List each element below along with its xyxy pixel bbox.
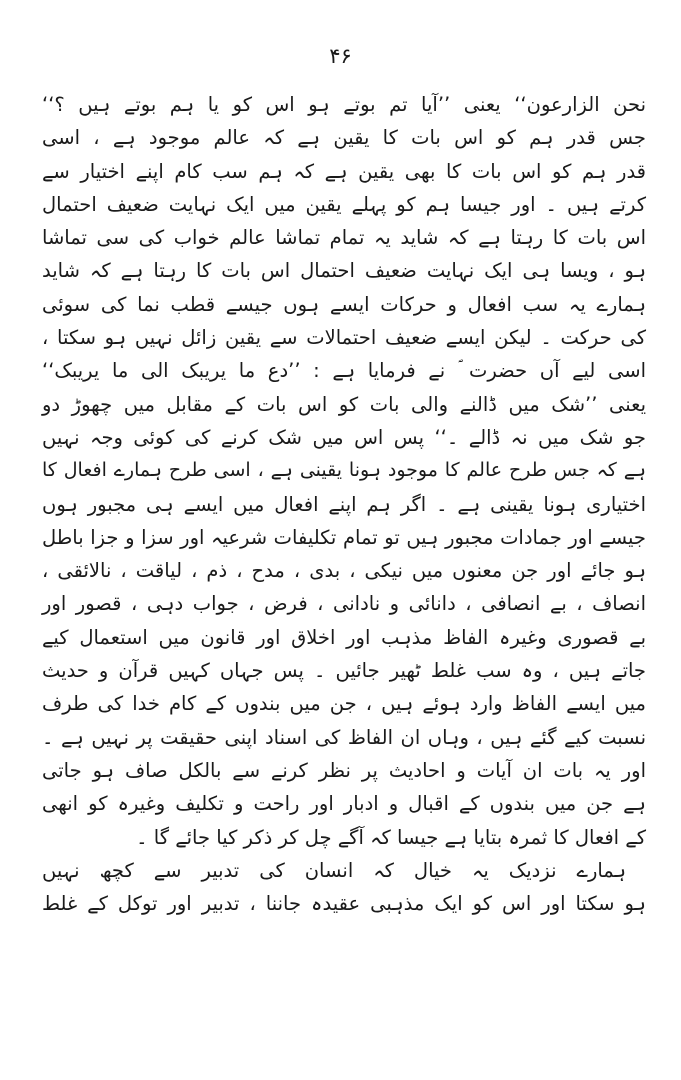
text-line: کرتے ہیں ۔ اور جیسا ہم کو پہلے یقین میں ایک نہایت ضعیف احتمال	[42, 192, 646, 216]
text-line: نسبت کیے گئے ہیں ، وہاں ان الفاظ کی اسناد اپنی حقیقت پر نہیں ہے ۔	[42, 725, 646, 749]
text-line: جاتے ہیں ، وہ سب غلط ٹھیر جائیں ۔ پس جہاں کہیں قرآن و حدیث	[42, 659, 646, 683]
text-line: اختیاری ہونا یقینی ہے ۔ اگر ہم اپنے افعال میں ایسے ہی مجبور ہوں	[42, 492, 646, 516]
text-line: نحن الزارعون‘‘ یعنی ’’آیا تم بوتے ہو اس کو یا ہم بوتے ہیں ؟‘‘	[42, 93, 646, 116]
text-line: ہے کہ جس طرح عالم کا موجود ہونا یقینی ہے ، اسی طرح ہمارے افعال کا	[42, 459, 646, 482]
text-line: ہو جائے اور جن معنوں میں نیکی ، بدی ، مدح ، ذم ، لیاقت ، نالائقی ،	[42, 559, 646, 583]
text-line: جو شک میں نہ ڈالے ۔‘‘ پس اس میں شک کرنے کی کوئی وجہ نہیں	[42, 425, 646, 449]
page-number: ۴۶	[329, 44, 352, 68]
text-line: میں ایسے الفاظ وارد ہوئے ہیں ، جن میں بندوں کے کام خدا کی طرف	[42, 692, 646, 716]
text-line: ہو سکتا اور اس کو ایک مذہبی عقیدہ جاننا ، تدبیر اور توکل کے غلط	[42, 892, 646, 916]
text-line: ہے جن میں بندوں کے اقبال و ادبار اور راحت و تکلیف وغیرہ کو انھی	[42, 792, 646, 816]
text-line: انصاف ، بے انصافی ، دانائی و نادانی ، فرض ، جواب دہی ، قصور اور	[42, 592, 646, 616]
paragraph-start-line: ہمارے نزدیک یہ خیال کہ انسان کی تدبیر سے کچھ نہیں	[42, 858, 626, 882]
text-line: اور یہ بات ان آیات و احادیث پر نظر کرنے سے بالکل صاف ہو جاتی	[42, 758, 646, 782]
text-line: کی حرکت ۔ لیکن ایسے ضعیف احتمالات سے یقین زائل نہیں ہو سکتا ،	[42, 326, 646, 350]
body-text	[42, 88, 646, 920]
text-line: اس بات کا رہتا ہے کہ شاید یہ تمام تماشا عالم خواب کی سی تماشا	[42, 226, 646, 250]
text-line: یعنی ’’شک میں ڈالنے والی بات کو اس بات کے مقابل میں چھوڑ دو	[42, 392, 646, 416]
text-line: ہو ، ویسا ہی ایک نہایت ضعیف احتمال اس بات کا رہتا ہے کہ شاید	[42, 259, 646, 283]
text-line: جس قدر ہم کو اس بات کا یقین ہے کہ عالم موجود ہے ، اسی	[42, 126, 646, 150]
text-line: کے افعال کا ثمرہ بتایا ہے جیسا کہ آگے چل کر ذکر کیا جائے گا ۔	[136, 825, 646, 849]
text-line: قدر ہم کو اس بات کا بھی یقین ہے کہ ہم سب کام اپنے اختیار سے	[42, 159, 646, 183]
text-line: جیسے اور جمادات مجبور ہیں تو تمام تکلیفات شرعیہ اور سزا و جزا باطل	[42, 525, 646, 549]
text-line: بے قصوری وغیرہ الفاظ مذہب اور اخلاق اور قانون میں استعمال کیے	[42, 625, 646, 649]
text-line: ہمارے یہ سب افعال و حرکات ایسے ہوں جیسے قطب نما کی سوئی	[42, 292, 646, 316]
text-line: اسی لیے آں حضرت ؐ نے فرمایا ہے : ’’دع ما یریبک الی ما یریبک‘‘	[42, 359, 646, 383]
